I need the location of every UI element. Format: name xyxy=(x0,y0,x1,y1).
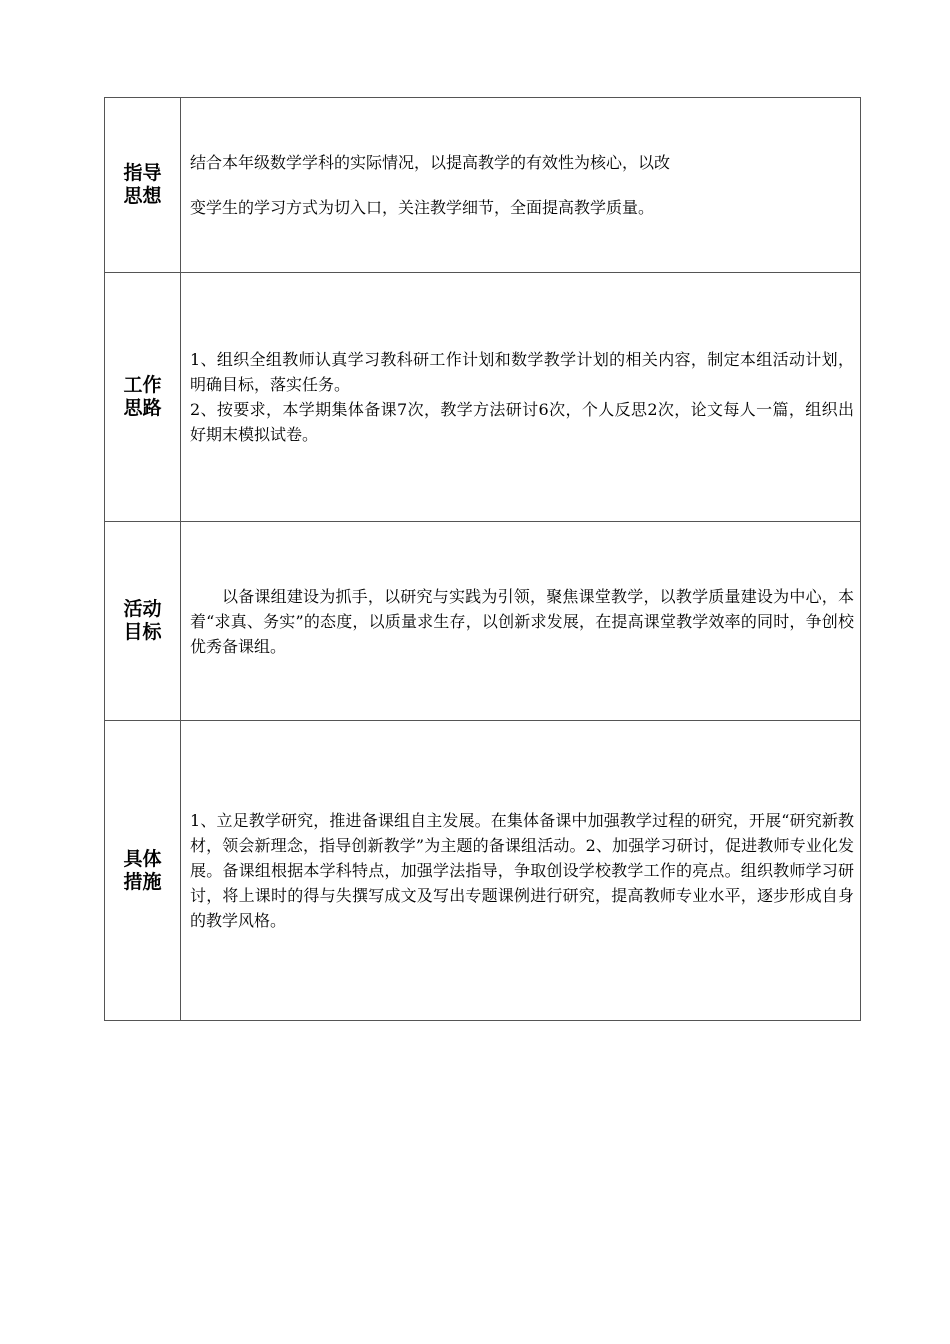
content-paragraph: 1、组织全组教师认真学习教科研工作计划和数学教学计划的相关内容，制定本组活动计划，明确目标，落实任务。 xyxy=(190,350,854,394)
row-label-line: 具体 xyxy=(123,847,162,870)
content-paragraph: 2、按要求，本学期集体备课7次，教学方法研讨6次，个人反思2次，论文每人一篇，组织出好期末模拟试卷。 xyxy=(190,400,854,444)
row-content-guiding-idea xyxy=(181,98,861,273)
row-label-line: 目标 xyxy=(123,621,162,643)
content-paragraph: 结合本年级数学学科的实际情况，以提高教学的有效性为核心，以改 xyxy=(190,153,671,172)
row-label-line: 措施 xyxy=(123,870,162,893)
row-content-specific-measures xyxy=(181,721,861,1021)
row-label-guiding-idea xyxy=(105,98,181,273)
content-paragraph: 变学生的学习方式为切入口，关注教学细节，全面提高教学质量。 xyxy=(190,198,655,217)
row-label-activity-goals xyxy=(105,522,181,721)
row-label-work-approach xyxy=(105,273,181,522)
row-label-line: 思路 xyxy=(123,397,162,419)
row-label-line: 指导 xyxy=(123,162,162,184)
content-paragraph: 1、立足教学研究，推进备课组自主发展。在集体备课中加强教学过程的研究，开展“研究新教材，领会新理念，指导创新教学”为主题的备课组活动。2、加强学习研讨，促进教师专业化发展。备课组根据本学科特点，加强学法指导，争取创设学校教学工作的亮点。组织教师学习研讨，将上课时的得与失撰写成文及写出专题课例进行研究，提高教师专业水平，逐步形成自身的教学风格。 xyxy=(190,811,854,930)
row-content-work-approach xyxy=(181,273,861,522)
table-row-activity-goals xyxy=(105,522,861,721)
table-row-specific-measures xyxy=(105,721,861,1021)
row-label-line: 活动 xyxy=(123,598,162,620)
plan-table xyxy=(104,97,861,1021)
table-row-guiding-idea xyxy=(105,98,861,273)
table-row-work-approach xyxy=(105,273,861,522)
row-label-line: 工作 xyxy=(123,374,162,396)
row-label-specific-measures xyxy=(105,721,181,1021)
content-paragraph: 以备课组建设为抓手，以研究与实践为引领，聚焦课堂教学，以教学质量建设为中心，本着“求真、务实”的态度，以质量求生存，以创新求发展，在提高课堂教学效率的同时，争创校优秀备课组。 xyxy=(190,586,854,656)
row-label-line: 思想 xyxy=(123,185,162,207)
row-content-activity-goals xyxy=(181,522,861,721)
